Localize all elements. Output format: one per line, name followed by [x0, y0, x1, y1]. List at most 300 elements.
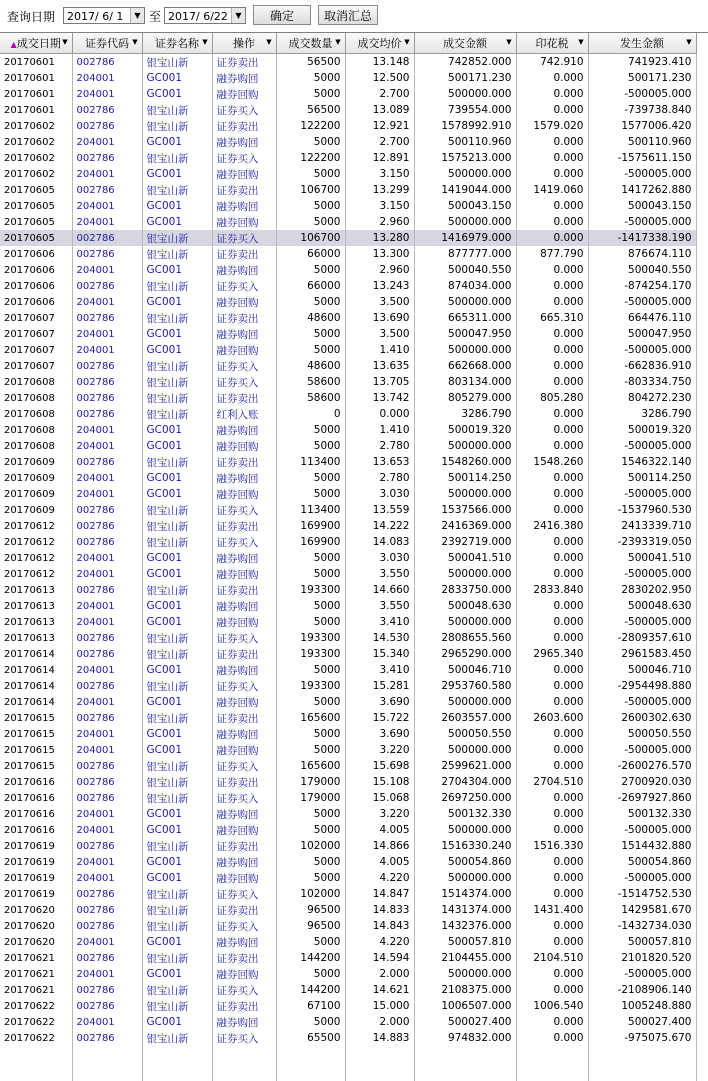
col-trade-amount-cell: 2416369.000 [414, 518, 516, 534]
col-net-amount-cell: 804272.230 [588, 390, 696, 406]
col-avg-price-cell: 15.281 [345, 678, 414, 694]
col-security-name-cell: GC001 [142, 854, 212, 870]
col-trade-qty-cell: 5000 [276, 326, 345, 342]
table-row[interactable] [0, 502, 696, 518]
col-net-amount-cell: -2954498.880 [588, 678, 696, 694]
col-stamp-tax-cell: 877.790 [516, 246, 588, 262]
filter-dropdown-icon[interactable]: ▼ [685, 38, 694, 47]
table-row[interactable] [0, 198, 696, 214]
table-row[interactable] [0, 454, 696, 470]
table-row[interactable] [0, 70, 696, 86]
col-net-amount-cell: -2600276.570 [588, 758, 696, 774]
col-net-amount-cell: -2108906.140 [588, 982, 696, 998]
col-stamp-tax-cell: 0.000 [516, 1030, 588, 1046]
col-trade-amount-cell: 1514374.000 [414, 886, 516, 902]
col-trade-amount-cell: 500047.950 [414, 326, 516, 342]
col-security-name-cell: GC001 [142, 470, 212, 486]
table-row[interactable] [0, 118, 696, 134]
col-operation-cell: 证券卖出 [212, 182, 276, 198]
table-row[interactable] [0, 630, 696, 646]
col-security-name-cell: GC001 [142, 694, 212, 710]
table-row[interactable] [0, 214, 696, 230]
col-avg-price-cell: 2.960 [345, 262, 414, 278]
col-operation-cell: 融券回购 [212, 694, 276, 710]
col-operation-cell: 融券购回 [212, 1014, 276, 1030]
col-security-name-cell: 银宝山新 [142, 1030, 212, 1046]
table-row[interactable] [0, 806, 696, 822]
col-stamp-tax-cell: 0.000 [516, 470, 588, 486]
col-trade-amount-cell: 500000.000 [414, 166, 516, 182]
col-security-code-cell: 204001 [72, 566, 142, 582]
table-row[interactable] [0, 566, 696, 582]
table-row[interactable] [0, 1030, 696, 1046]
col-trade-date-cell: 20170601 [0, 54, 72, 71]
col-stamp-tax-header[interactable] [516, 33, 588, 54]
col-trade-date-cell: 20170622 [0, 998, 72, 1014]
col-security-name-cell: 银宝山新 [142, 902, 212, 918]
col-stamp-tax-cell: 0.000 [516, 550, 588, 566]
col-trade-amount-cell: 2392719.000 [414, 534, 516, 550]
col-stamp-tax-cell: 0.000 [516, 214, 588, 230]
header-label: 印花税 [536, 37, 569, 50]
col-security-name-cell: 银宝山新 [142, 310, 212, 326]
col-security-name-cell: GC001 [142, 726, 212, 742]
col-avg-price-cell: 3.500 [345, 326, 414, 342]
col-stamp-tax-cell: 0.000 [516, 982, 588, 998]
col-trade-qty-cell: 122200 [276, 118, 345, 134]
col-stamp-tax-cell: 0.000 [516, 70, 588, 86]
col-trade-date-header[interactable] [0, 33, 72, 54]
col-security-code-cell: 002786 [72, 758, 142, 774]
table-row[interactable] [0, 342, 696, 358]
col-security-code-cell: 002786 [72, 102, 142, 118]
table-row[interactable] [0, 694, 696, 710]
col-trade-amount-header[interactable] [414, 33, 516, 54]
col-net-amount-cell: 741923.410 [588, 54, 696, 71]
col-security-code-cell: 204001 [72, 822, 142, 838]
col-security-code-cell: 002786 [72, 902, 142, 918]
col-security-code-cell: 204001 [72, 86, 142, 102]
col-security-name-cell: GC001 [142, 438, 212, 454]
col-stamp-tax-cell: 1548.260 [516, 454, 588, 470]
col-stamp-tax-cell: 0.000 [516, 406, 588, 422]
col-operation-cell: 证券卖出 [212, 454, 276, 470]
filter-dropdown-icon[interactable]: ▼ [201, 38, 210, 47]
table-row[interactable] [0, 486, 696, 502]
table-row[interactable] [0, 838, 696, 854]
col-security-name-cell: 银宝山新 [142, 54, 212, 71]
table-row[interactable] [0, 950, 696, 966]
col-stamp-tax-cell: 0.000 [516, 342, 588, 358]
table-row[interactable] [0, 262, 696, 278]
table-row[interactable] [0, 134, 696, 150]
table-row[interactable] [0, 726, 696, 742]
filter-dropdown-icon[interactable]: ▼ [61, 38, 70, 47]
empty-cell [345, 1046, 414, 1081]
col-trade-amount-cell: 500000.000 [414, 742, 516, 758]
col-security-name-cell: 银宝山新 [142, 774, 212, 790]
table-row[interactable] [0, 614, 696, 630]
table-row[interactable] [0, 102, 696, 118]
col-avg-price-cell: 12.891 [345, 150, 414, 166]
col-security-name-cell: GC001 [142, 742, 212, 758]
col-stamp-tax-cell: 2416.380 [516, 518, 588, 534]
col-security-name-cell: GC001 [142, 86, 212, 102]
header-label: 成交日期 [17, 37, 61, 50]
col-trade-date-cell: 20170608 [0, 406, 72, 422]
col-operation-cell: 证券买入 [212, 678, 276, 694]
col-trade-date-cell: 20170612 [0, 566, 72, 582]
col-trade-qty-cell: 5000 [276, 134, 345, 150]
col-security-code-cell: 204001 [72, 422, 142, 438]
col-net-amount-cell: -1575611.150 [588, 150, 696, 166]
col-security-code-cell: 002786 [72, 406, 142, 422]
col-security-code-cell: 002786 [72, 182, 142, 198]
table-row[interactable] [0, 678, 696, 694]
col-security-name-cell: GC001 [142, 486, 212, 502]
table-row[interactable] [0, 278, 696, 294]
table-row[interactable] [0, 886, 696, 902]
col-security-name-cell: 银宝山新 [142, 790, 212, 806]
col-security-code-cell: 204001 [72, 966, 142, 982]
table-row[interactable] [0, 182, 696, 198]
col-net-amount-cell: -500005.000 [588, 486, 696, 502]
col-trade-date-cell: 20170601 [0, 86, 72, 102]
col-trade-qty-header[interactable] [276, 33, 345, 54]
col-security-code-cell: 002786 [72, 1030, 142, 1046]
col-trade-amount-cell: 2108375.000 [414, 982, 516, 998]
col-trade-amount-cell: 500000.000 [414, 966, 516, 982]
col-security-code-cell: 204001 [72, 326, 142, 342]
col-net-amount-cell: -2697927.860 [588, 790, 696, 806]
col-avg-price-cell: 13.653 [345, 454, 414, 470]
col-trade-amount-cell: 500110.960 [414, 134, 516, 150]
col-avg-price-cell: 14.621 [345, 982, 414, 998]
filter-dropdown-icon[interactable]: ▼ [403, 38, 412, 47]
col-trade-qty-cell: 102000 [276, 886, 345, 902]
table-row[interactable] [0, 406, 696, 422]
col-trade-amount-cell: 2697250.000 [414, 790, 516, 806]
table-row[interactable] [0, 854, 696, 870]
col-operation-cell: 证券卖出 [212, 902, 276, 918]
col-net-amount-cell: -662836.910 [588, 358, 696, 374]
table-row[interactable] [0, 790, 696, 806]
col-security-name-cell: 银宝山新 [142, 758, 212, 774]
table-row[interactable] [0, 646, 696, 662]
table-row[interactable] [0, 294, 696, 310]
col-trade-amount-cell: 877777.000 [414, 246, 516, 262]
table-row[interactable] [0, 54, 696, 71]
col-trade-date-cell: 20170619 [0, 854, 72, 870]
col-trade-date-cell: 20170612 [0, 550, 72, 566]
col-net-amount-cell: 1429581.670 [588, 902, 696, 918]
table-row[interactable] [0, 870, 696, 886]
col-stamp-tax-cell: 0.000 [516, 806, 588, 822]
table-row[interactable] [0, 758, 696, 774]
col-trade-amount-cell: 803134.000 [414, 374, 516, 390]
col-trade-qty-cell: 48600 [276, 310, 345, 326]
col-trade-date-cell: 20170608 [0, 390, 72, 406]
col-security-code-cell: 002786 [72, 790, 142, 806]
col-trade-date-cell: 20170608 [0, 438, 72, 454]
table-row[interactable] [0, 662, 696, 678]
col-net-amount-cell: -500005.000 [588, 870, 696, 886]
empty-cell [212, 1046, 276, 1081]
table-row[interactable] [0, 310, 696, 326]
col-trade-amount-cell: 805279.000 [414, 390, 516, 406]
col-security-code-cell: 204001 [72, 598, 142, 614]
col-trade-qty-cell: 0 [276, 406, 345, 422]
table-row[interactable] [0, 598, 696, 614]
col-net-amount-cell: 1577006.420 [588, 118, 696, 134]
filter-dropdown-icon[interactable]: ▼ [505, 38, 514, 47]
col-stamp-tax-cell: 0.000 [516, 326, 588, 342]
col-security-name-cell: GC001 [142, 262, 212, 278]
col-security-name-cell: GC001 [142, 822, 212, 838]
col-operation-cell: 证券卖出 [212, 310, 276, 326]
col-trade-amount-cell: 500000.000 [414, 214, 516, 230]
col-security-code-cell: 204001 [72, 294, 142, 310]
col-stamp-tax-cell: 0.000 [516, 86, 588, 102]
col-avg-price-cell: 15.068 [345, 790, 414, 806]
col-security-code-cell: 002786 [72, 518, 142, 534]
table-row[interactable] [0, 150, 696, 166]
col-trade-qty-cell: 48600 [276, 358, 345, 374]
col-stamp-tax-cell: 0.000 [516, 614, 588, 630]
col-trade-date-cell: 20170613 [0, 614, 72, 630]
col-security-code-cell: 204001 [72, 694, 142, 710]
col-security-name-cell: 银宝山新 [142, 246, 212, 262]
col-trade-qty-cell: 5000 [276, 486, 345, 502]
col-avg-price-cell: 4.220 [345, 870, 414, 886]
col-operation-cell: 证券买入 [212, 534, 276, 550]
col-trade-qty-cell: 193300 [276, 630, 345, 646]
table-row[interactable] [0, 934, 696, 950]
table-row[interactable] [0, 230, 696, 246]
col-avg-price-cell: 14.530 [345, 630, 414, 646]
col-security-code-cell: 002786 [72, 374, 142, 390]
col-security-name-cell: 银宝山新 [142, 502, 212, 518]
table-row[interactable] [0, 326, 696, 342]
table-row[interactable] [0, 966, 696, 982]
col-security-name-cell: 银宝山新 [142, 982, 212, 998]
col-trade-amount-cell: 1537566.000 [414, 502, 516, 518]
col-security-name-cell: 银宝山新 [142, 534, 212, 550]
table-row[interactable] [0, 774, 696, 790]
filter-dropdown-icon[interactable]: ▼ [265, 38, 274, 47]
col-stamp-tax-cell: 0.000 [516, 294, 588, 310]
col-net-amount-cell: 664476.110 [588, 310, 696, 326]
table-row[interactable] [0, 390, 696, 406]
table-row[interactable] [0, 918, 696, 934]
table-row[interactable] [0, 86, 696, 102]
col-stamp-tax-cell: 665.310 [516, 310, 588, 326]
col-trade-date-cell: 20170622 [0, 1014, 72, 1030]
col-security-name-cell: 银宝山新 [142, 390, 212, 406]
col-trade-date-cell: 20170619 [0, 886, 72, 902]
table-row[interactable] [0, 998, 696, 1014]
col-net-amount-cell: 500110.960 [588, 134, 696, 150]
table-row[interactable] [0, 902, 696, 918]
chevron-down-icon[interactable]: ▼ [130, 8, 144, 23]
col-trade-date-cell: 20170602 [0, 134, 72, 150]
col-security-name-cell: 银宝山新 [142, 118, 212, 134]
confirm-button[interactable]: 确定 [253, 5, 311, 25]
col-security-code-cell: 002786 [72, 774, 142, 790]
col-net-amount-cell: 1005248.880 [588, 998, 696, 1014]
table-row[interactable] [0, 582, 696, 598]
col-trade-amount-cell: 1516330.240 [414, 838, 516, 854]
col-net-amount-cell: -500005.000 [588, 214, 696, 230]
col-net-amount-cell: 500040.550 [588, 262, 696, 278]
table-row[interactable] [0, 710, 696, 726]
col-net-amount-cell: -500005.000 [588, 694, 696, 710]
col-avg-price-cell: 14.847 [345, 886, 414, 902]
col-trade-qty-cell: 56500 [276, 102, 345, 118]
col-stamp-tax-cell: 0.000 [516, 486, 588, 502]
col-operation-header[interactable] [212, 33, 276, 54]
col-stamp-tax-cell: 0.000 [516, 694, 588, 710]
col-security-name-cell: GC001 [142, 662, 212, 678]
chevron-down-icon[interactable]: ▼ [231, 8, 245, 23]
col-trade-date-cell: 20170616 [0, 790, 72, 806]
col-trade-qty-cell: 58600 [276, 374, 345, 390]
filter-dropdown-icon[interactable]: ▼ [577, 38, 586, 47]
col-trade-date-cell: 20170606 [0, 294, 72, 310]
col-operation-cell: 证券卖出 [212, 710, 276, 726]
col-stamp-tax-cell: 0.000 [516, 278, 588, 294]
col-security-name-cell: GC001 [142, 598, 212, 614]
col-trade-qty-cell: 169900 [276, 518, 345, 534]
table-row[interactable] [0, 422, 696, 438]
col-stamp-tax-cell: 0.000 [516, 262, 588, 278]
col-trade-date-cell: 20170614 [0, 694, 72, 710]
col-net-amount-cell: -500005.000 [588, 566, 696, 582]
col-net-amount-cell: 500019.320 [588, 422, 696, 438]
col-security-code-cell: 204001 [72, 214, 142, 230]
col-net-amount-cell: -1514752.530 [588, 886, 696, 902]
col-trade-amount-cell: 1548260.000 [414, 454, 516, 470]
col-trade-amount-cell: 500132.330 [414, 806, 516, 822]
col-trade-date-cell: 20170620 [0, 934, 72, 950]
col-security-name-cell: GC001 [142, 214, 212, 230]
col-stamp-tax-cell: 0.000 [516, 134, 588, 150]
col-net-amount-cell: 2961583.450 [588, 646, 696, 662]
table-row[interactable] [0, 246, 696, 262]
col-trade-date-cell: 20170606 [0, 262, 72, 278]
col-security-code-cell: 204001 [72, 70, 142, 86]
col-trade-date-cell: 20170608 [0, 422, 72, 438]
col-stamp-tax-cell: 2833.840 [516, 582, 588, 598]
start-date-value: 2017/ 6/ 1 [67, 10, 123, 23]
col-avg-price-header[interactable] [345, 33, 414, 54]
col-trade-qty-cell: 5000 [276, 214, 345, 230]
col-trade-date-cell: 20170616 [0, 822, 72, 838]
col-security-code-cell: 204001 [72, 662, 142, 678]
filter-dropdown-icon[interactable]: ▼ [131, 38, 140, 47]
col-trade-qty-cell: 5000 [276, 342, 345, 358]
col-avg-price-cell: 13.690 [345, 310, 414, 326]
col-trade-qty-cell: 169900 [276, 534, 345, 550]
table-row[interactable] [0, 1014, 696, 1030]
col-operation-cell: 证券买入 [212, 150, 276, 166]
col-trade-amount-cell: 500040.550 [414, 262, 516, 278]
col-security-code-cell: 002786 [72, 54, 142, 71]
table-row[interactable] [0, 518, 696, 534]
col-security-code-cell: 002786 [72, 246, 142, 262]
table-row[interactable] [0, 438, 696, 454]
col-trade-amount-cell: 2104455.000 [414, 950, 516, 966]
col-trade-qty-cell: 106700 [276, 230, 345, 246]
col-trade-date-cell: 20170608 [0, 374, 72, 390]
table-row[interactable] [0, 550, 696, 566]
col-trade-qty-cell: 5000 [276, 870, 345, 886]
col-avg-price-cell: 4.005 [345, 854, 414, 870]
col-operation-cell: 融券回购 [212, 214, 276, 230]
cancel-summary-button[interactable]: 取消汇总 [318, 5, 378, 25]
col-trade-amount-cell: 500043.150 [414, 198, 516, 214]
col-avg-price-cell: 2.700 [345, 86, 414, 102]
col-avg-price-cell: 13.148 [345, 54, 414, 71]
col-trade-date-cell: 20170614 [0, 662, 72, 678]
col-trade-amount-cell: 3286.790 [414, 406, 516, 422]
col-security-name-cell: GC001 [142, 550, 212, 566]
table-row[interactable] [0, 470, 696, 486]
col-security-name-cell: 银宝山新 [142, 182, 212, 198]
table-row[interactable] [0, 534, 696, 550]
col-security-code-cell: 002786 [72, 982, 142, 998]
col-trade-qty-cell: 5000 [276, 742, 345, 758]
col-trade-qty-cell: 165600 [276, 758, 345, 774]
col-trade-qty-cell: 5000 [276, 854, 345, 870]
col-security-name-header[interactable] [142, 33, 212, 54]
col-trade-amount-cell: 500000.000 [414, 566, 516, 582]
col-security-name-cell: 银宝山新 [142, 630, 212, 646]
col-trade-amount-cell: 662668.000 [414, 358, 516, 374]
start-date-picker[interactable] [63, 7, 145, 24]
query-toolbar [0, 0, 708, 32]
col-operation-cell: 证券买入 [212, 102, 276, 118]
col-trade-qty-cell: 165600 [276, 710, 345, 726]
col-stamp-tax-cell: 1516.330 [516, 838, 588, 854]
col-operation-cell: 融券回购 [212, 614, 276, 630]
table-row[interactable] [0, 374, 696, 390]
table-row[interactable] [0, 166, 696, 182]
col-trade-date-cell: 20170620 [0, 918, 72, 934]
col-security-code-cell: 002786 [72, 534, 142, 550]
col-security-name-cell: GC001 [142, 966, 212, 982]
col-trade-date-cell: 20170607 [0, 342, 72, 358]
col-operation-cell: 证券卖出 [212, 998, 276, 1014]
table-row[interactable] [0, 742, 696, 758]
col-net-amount-header[interactable] [588, 33, 696, 54]
col-avg-price-cell: 3.150 [345, 198, 414, 214]
end-date-picker[interactable] [164, 7, 246, 24]
col-security-code-header[interactable] [72, 33, 142, 54]
table-row[interactable] [0, 358, 696, 374]
table-row[interactable] [0, 822, 696, 838]
end-date-value: 2017/ 6/22 [168, 10, 228, 23]
col-operation-cell: 证券卖出 [212, 838, 276, 854]
table-row[interactable] [0, 982, 696, 998]
header-label: 成交金额 [443, 37, 487, 50]
filter-dropdown-icon[interactable]: ▼ [334, 38, 343, 47]
col-avg-price-cell: 3.150 [345, 166, 414, 182]
empty-cell [516, 1046, 588, 1081]
col-avg-price-cell: 15.698 [345, 758, 414, 774]
col-net-amount-cell: 500041.510 [588, 550, 696, 566]
col-security-name-cell: 银宝山新 [142, 358, 212, 374]
